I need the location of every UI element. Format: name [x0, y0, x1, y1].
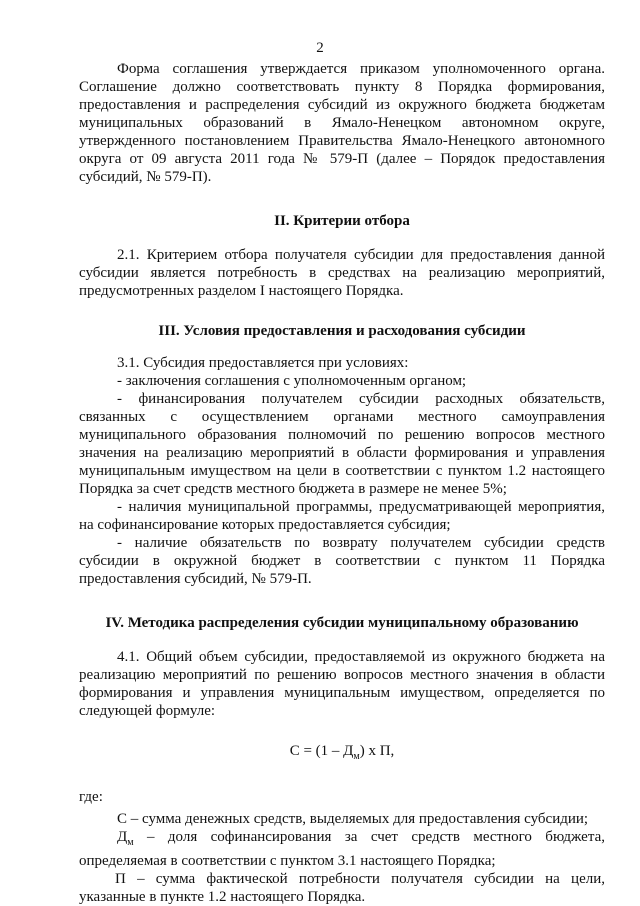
formula-left: С = (1 – Д — [289, 743, 354, 759]
intro-paragraph: Форма соглашения утверждается приказом уполномоченного органа. Соглашение должно соответствовать пункту 8 Порядка формирования, предоставления и распределения субсидий из окружного бюджета бюджетам муниципальных образований в Ямало-Ненецком автономном округе, утвержденного постановлением Правительства Ямало-Ненецкого автономного округа от 09 августа 2011 года № 579-П (далее – Порядок предоставления субсидий, № 579-П). — [79, 61, 605, 185]
paragraph-4-1: 4.1. Общий объем субсидии, предоставляемой из окружного бюджета на реализацию мероприятий по решению вопросов местного значения в области формирования и управления муниципальным имуществом, определяется по следующей формуле: — [79, 649, 605, 719]
section-heading-3: III. Условия предоставления и расходования субсидии — [158, 323, 526, 339]
definition-d-subscript: м — [127, 837, 134, 848]
paragraph-2-1: 2.1. Критерием отбора получателя субсидии для предоставления данной субсидии является потребность в средствах на реализацию мероприятий, предусмотренных разделом I настоящего Порядка. — [79, 247, 605, 299]
document-body — [79, 60, 605, 906]
formula-right: ) х П, — [359, 743, 395, 759]
page-number: 2 — [316, 40, 324, 56]
where-label: где: — [79, 789, 103, 805]
definition-p: П – сумма фактической потребности получателя субсидии на цели, указанные в пункте 1.2 настоящего Порядка. — [79, 871, 605, 905]
section-heading-4: IV. Методика распределения субсидии муниципальному образованию — [105, 615, 579, 631]
definition-d-symbol: Д — [117, 829, 128, 845]
formula-subscript: м — [353, 751, 360, 762]
definition-d-text: – доля софинансирования за счет средств местного бюджета, определяемая в соответствии с пунктом 3.1 настоящего Порядка; — [79, 829, 605, 869]
condition-item-1: - заключения соглашения с уполномоченным органом; — [117, 373, 467, 389]
paragraph-3-1: 3.1. Субсидия предоставляется при условиях: — [117, 355, 409, 371]
section-heading-2: II. Критерии отбора — [274, 213, 410, 229]
definition-d — [79, 828, 605, 870]
condition-item-3: - наличия муниципальной программы, предусматривающей мероприятия, на софинансирование которых предоставляется субсидия; — [79, 499, 605, 533]
condition-item-4: - наличие обязательств по возврату получателем субсидии средств субсидии в окружной бюджет в соответствии с пунктом 11 Порядка предоставления субсидий, № 579-П. — [79, 535, 605, 587]
formula — [79, 742, 605, 766]
condition-item-2: - финансирования получателем субсидии расходных обязательств, связанных с осуществлением органами местного самоуправления муниципального образования полномочий по решению вопросов местного значения на реализацию мероприятий в области формирования и управления муниципальным имуществом на цели в соответствии с пунктом 1.2 настоящего Порядка за счет средств местного бюджета в размере не менее 5%; — [79, 391, 605, 497]
definition-c: С – сумма денежных средств, выделяемых для предоставления субсидии; — [117, 811, 589, 827]
